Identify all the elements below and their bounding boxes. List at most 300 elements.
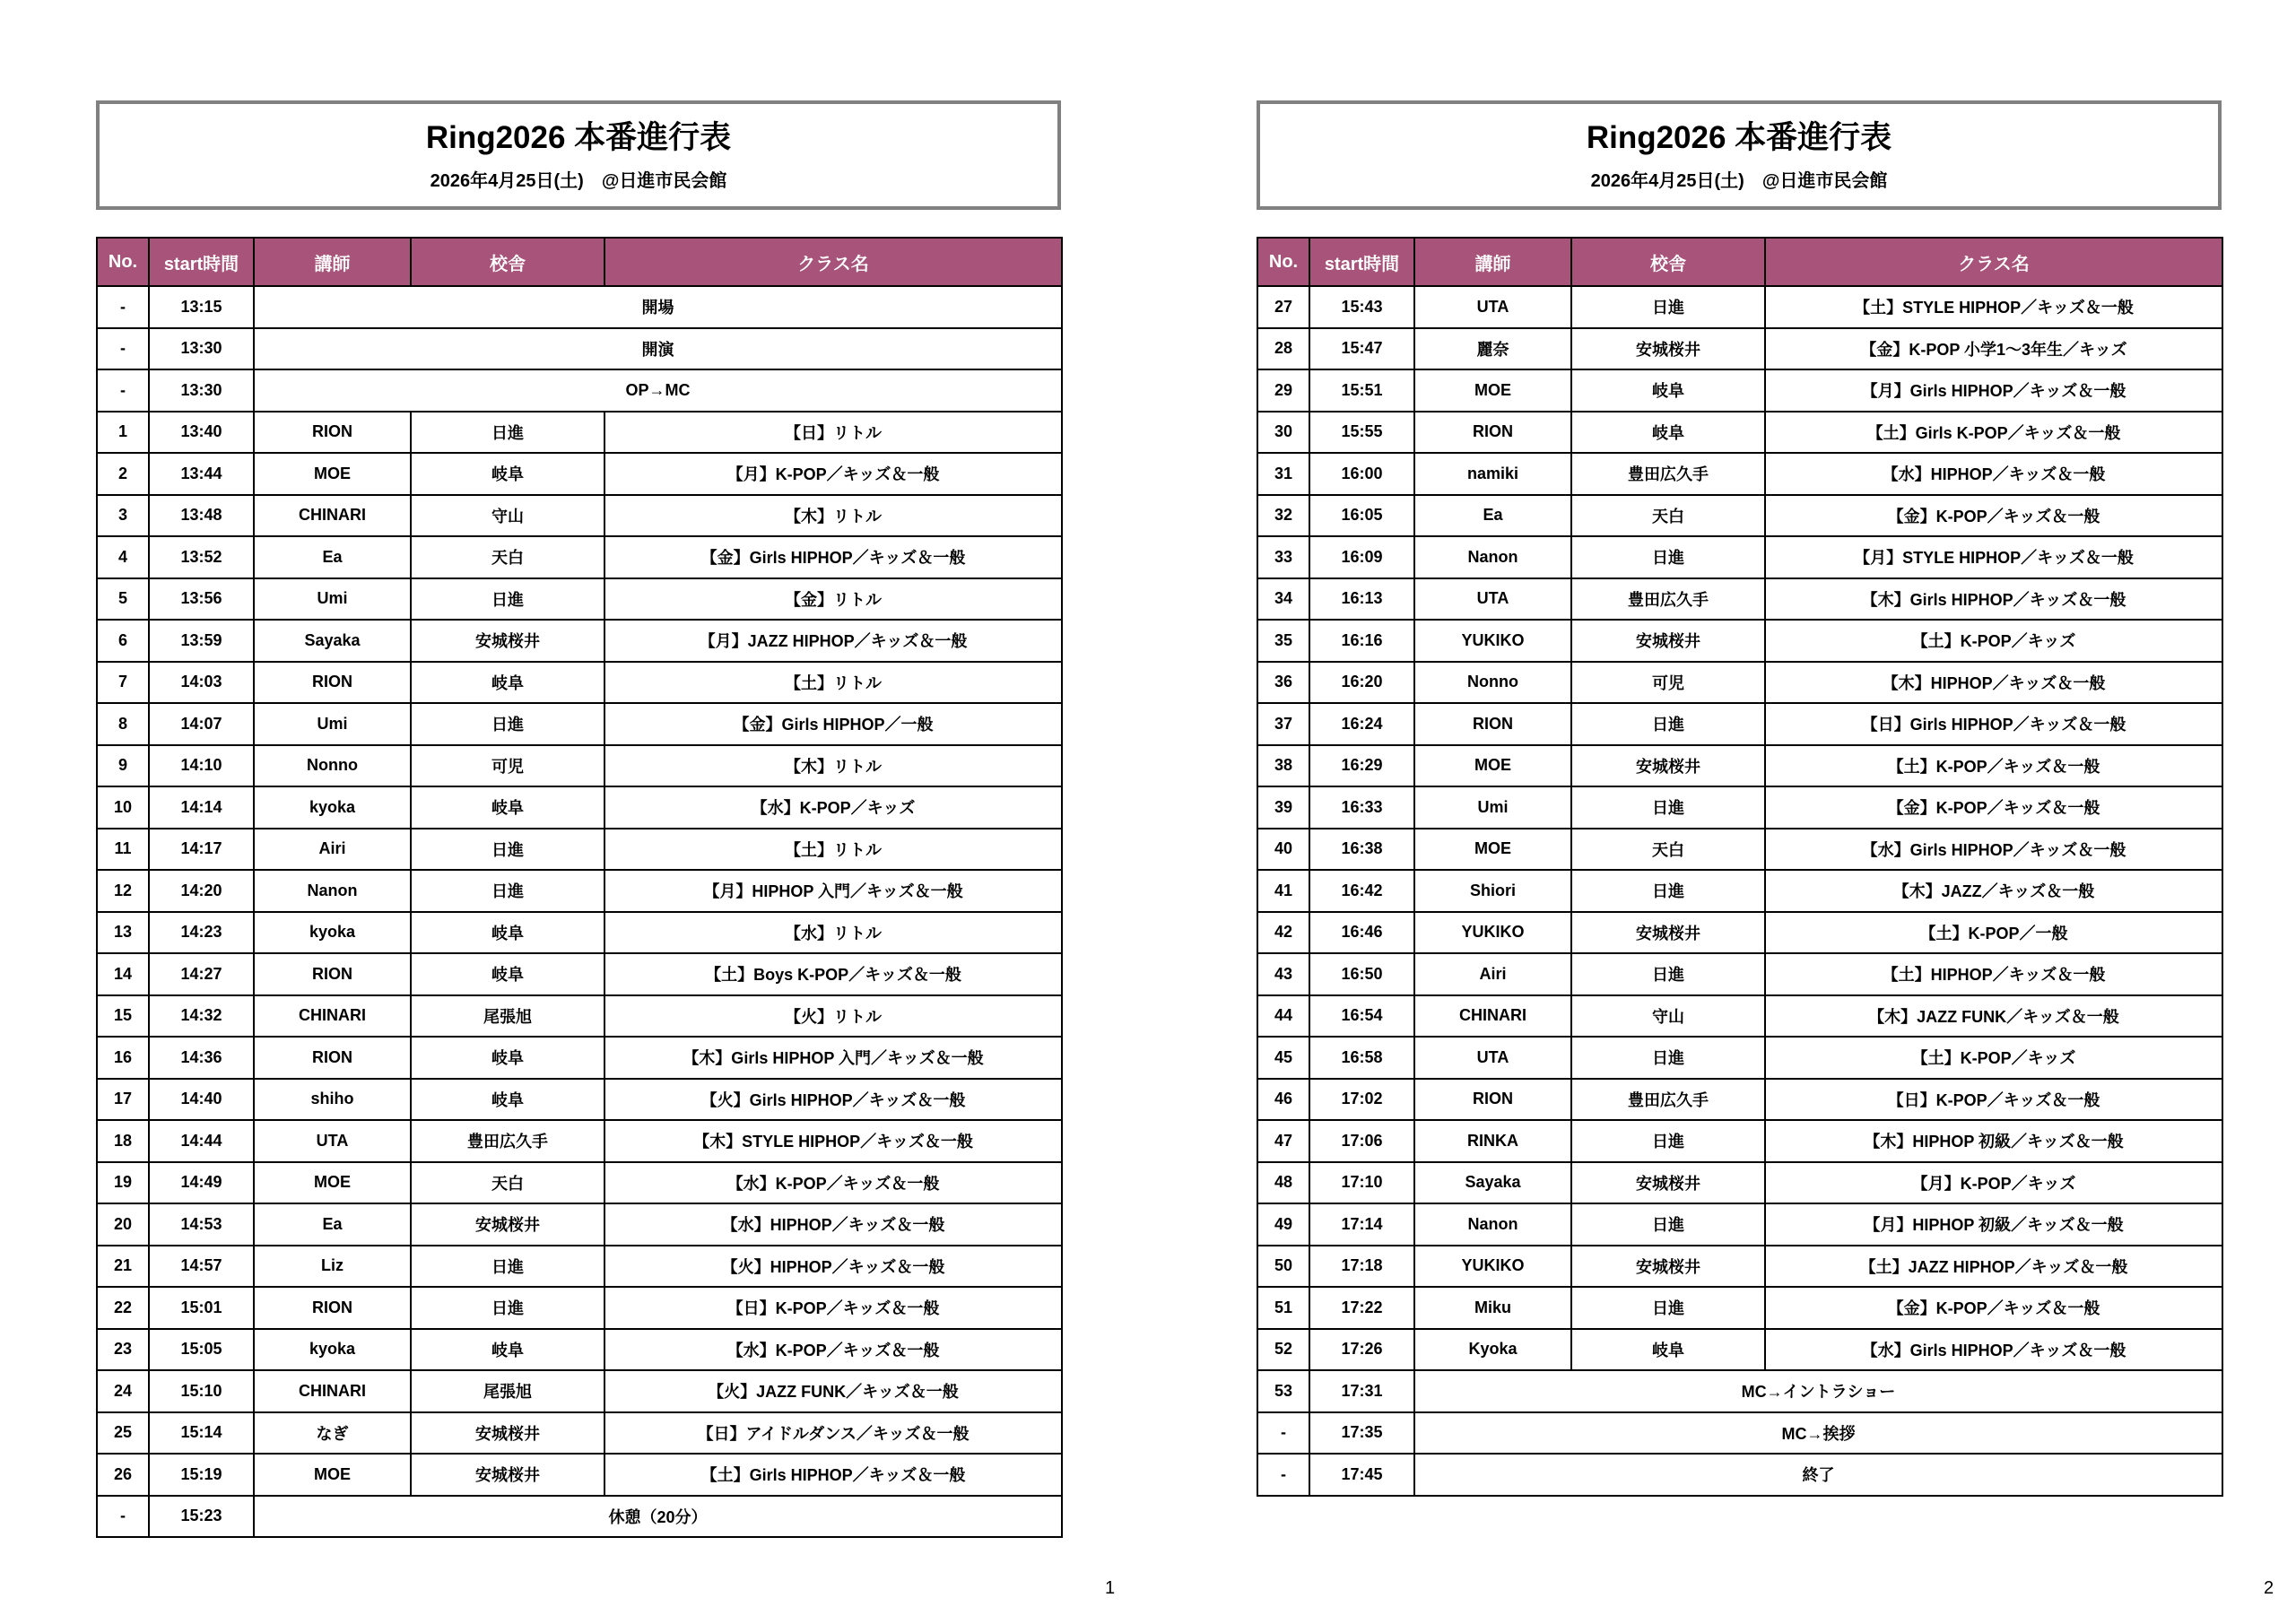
- cell-no: 13: [97, 912, 149, 954]
- schedule-table: [96, 237, 1063, 1538]
- table-row: [97, 1246, 1062, 1288]
- cell-no: 27: [1257, 286, 1309, 328]
- cell-instructor: RION: [1414, 1079, 1571, 1121]
- cell-event-note: 休憩（20分）: [254, 1496, 1062, 1538]
- cell-campus: 安城桜井: [411, 1454, 604, 1496]
- cell-start-time: 15:43: [1309, 286, 1414, 328]
- cell-no: -: [97, 369, 149, 412]
- cell-campus: 日進: [1571, 1287, 1765, 1329]
- table-row: [97, 286, 1062, 328]
- cell-start-time: 14:17: [149, 829, 254, 871]
- cell-campus: 岐阜: [411, 786, 604, 829]
- cell-class-name: 【土】STYLE HIPHOP／キッズ＆一般: [1765, 286, 2222, 328]
- header-class-name: クラス名: [604, 238, 1062, 286]
- header-campus: 校舎: [1571, 238, 1765, 286]
- cell-class-name: 【月】HIPHOP 初級／キッズ＆一般: [1765, 1203, 2222, 1246]
- cell-no: 15: [97, 995, 149, 1038]
- cell-class-name: 【水】Girls HIPHOP／キッズ＆一般: [1765, 829, 2222, 871]
- cell-campus: 岐阜: [411, 953, 604, 995]
- cell-class-name: 【土】Boys K-POP／キッズ＆一般: [604, 953, 1062, 995]
- title-box: [96, 100, 1061, 210]
- cell-instructor: shiho: [254, 1079, 411, 1121]
- cell-class-name: 【月】K-POP／キッズ: [1765, 1162, 2222, 1204]
- cell-class-name: 【月】Girls HIPHOP／キッズ＆一般: [1765, 369, 2222, 412]
- cell-campus: 岐阜: [411, 912, 604, 954]
- cell-start-time: 15:14: [149, 1412, 254, 1455]
- cell-class-name: 【金】K-POP／キッズ＆一般: [1765, 1287, 2222, 1329]
- cell-instructor: Nanon: [254, 870, 411, 912]
- table-row: [1257, 1412, 2222, 1455]
- cell-instructor: YUKIKO: [1414, 1246, 1571, 1288]
- table-row: [1257, 1037, 2222, 1079]
- cell-event-note: 終了: [1414, 1454, 2222, 1496]
- cell-start-time: 16:54: [1309, 995, 1414, 1038]
- cell-campus: 日進: [1571, 1037, 1765, 1079]
- cell-campus: 豊田広久手: [1571, 453, 1765, 495]
- cell-start-time: 16:09: [1309, 536, 1414, 578]
- cell-no: 17: [97, 1079, 149, 1121]
- cell-start-time: 16:50: [1309, 953, 1414, 995]
- cell-class-name: 【火】リトル: [604, 995, 1062, 1038]
- cell-campus: 日進: [1571, 1120, 1765, 1162]
- cell-class-name: 【木】リトル: [604, 745, 1062, 787]
- table-row: [1257, 453, 2222, 495]
- cell-instructor: CHINARI: [1414, 995, 1571, 1038]
- cell-no: 11: [97, 829, 149, 871]
- cell-start-time: 15:01: [149, 1287, 254, 1329]
- cell-class-name: 【火】JAZZ FUNK／キッズ＆一般: [604, 1370, 1062, 1412]
- table-row: [97, 1079, 1062, 1121]
- cell-campus: 岐阜: [1571, 412, 1765, 454]
- cell-campus: 安城桜井: [1571, 328, 1765, 370]
- cell-start-time: 14:32: [149, 995, 254, 1038]
- cell-instructor: MOE: [254, 1162, 411, 1204]
- cell-instructor: namiki: [1414, 453, 1571, 495]
- cell-campus: 安城桜井: [411, 620, 604, 662]
- table-row: [97, 662, 1062, 704]
- cell-no: 31: [1257, 453, 1309, 495]
- cell-no: 7: [97, 662, 149, 704]
- table-row: [1257, 1079, 2222, 1121]
- cell-start-time: 17:35: [1309, 1412, 1414, 1455]
- cell-start-time: 13:30: [149, 328, 254, 370]
- cell-class-name: 【土】K-POP／キッズ: [1765, 620, 2222, 662]
- cell-class-name: 【土】JAZZ HIPHOP／キッズ＆一般: [1765, 1246, 2222, 1288]
- cell-campus: 天白: [1571, 829, 1765, 871]
- cell-instructor: Nanon: [1414, 536, 1571, 578]
- cell-instructor: YUKIKO: [1414, 912, 1571, 954]
- cell-start-time: 16:42: [1309, 870, 1414, 912]
- table-row: [1257, 536, 2222, 578]
- table-row: [97, 328, 1062, 370]
- cell-instructor: Ea: [254, 1203, 411, 1246]
- cell-campus: 日進: [1571, 953, 1765, 995]
- cell-campus: 天白: [411, 1162, 604, 1204]
- schedule-table: [1257, 237, 2223, 1497]
- table-row: [97, 745, 1062, 787]
- cell-instructor: CHINARI: [254, 495, 411, 537]
- page-title: Ring2026 本番進行表: [425, 120, 732, 155]
- cell-start-time: 14:49: [149, 1162, 254, 1204]
- cell-no: 23: [97, 1329, 149, 1371]
- cell-start-time: 14:57: [149, 1246, 254, 1288]
- cell-campus: 安城桜井: [411, 1203, 604, 1246]
- cell-campus: 日進: [1571, 786, 1765, 829]
- table-row: [97, 620, 1062, 662]
- table-row: [1257, 786, 2222, 829]
- cell-no: 28: [1257, 328, 1309, 370]
- table-row: [97, 495, 1062, 537]
- table-row: [1257, 1287, 2222, 1329]
- cell-class-name: 【日】アイドルダンス／キッズ＆一般: [604, 1412, 1062, 1455]
- cell-start-time: 17:10: [1309, 1162, 1414, 1204]
- cell-class-name: 【木】HIPHOP 初級／キッズ＆一般: [1765, 1120, 2222, 1162]
- cell-instructor: MOE: [254, 1454, 411, 1496]
- cell-campus: 尾張旭: [411, 1370, 604, 1412]
- cell-no: 39: [1257, 786, 1309, 829]
- cell-campus: 日進: [1571, 536, 1765, 578]
- cell-class-name: 【水】Girls HIPHOP／キッズ＆一般: [1765, 1329, 2222, 1371]
- cell-start-time: 17:18: [1309, 1246, 1414, 1288]
- cell-class-name: 【金】K-POP 小学1〜3年生／キッズ: [1765, 328, 2222, 370]
- cell-instructor: kyoka: [254, 1329, 411, 1371]
- cell-campus: 日進: [411, 578, 604, 621]
- cell-class-name: 【月】JAZZ HIPHOP／キッズ＆一般: [604, 620, 1062, 662]
- cell-no: 9: [97, 745, 149, 787]
- cell-instructor: Sayaka: [1414, 1162, 1571, 1204]
- cell-start-time: 13:56: [149, 578, 254, 621]
- cell-campus: 岐阜: [411, 1037, 604, 1079]
- cell-start-time: 14:20: [149, 870, 254, 912]
- cell-class-name: 【日】K-POP／キッズ＆一般: [1765, 1079, 2222, 1121]
- table-row: [1257, 703, 2222, 745]
- cell-class-name: 【月】STYLE HIPHOP／キッズ＆一般: [1765, 536, 2222, 578]
- cell-class-name: 【水】K-POP／キッズ＆一般: [604, 1162, 1062, 1204]
- cell-instructor: CHINARI: [254, 995, 411, 1038]
- cell-class-name: 【月】HIPHOP 入門／キッズ＆一般: [604, 870, 1062, 912]
- cell-no: -: [97, 328, 149, 370]
- cell-class-name: 【金】Girls HIPHOP／一般: [604, 703, 1062, 745]
- table-row: [1257, 745, 2222, 787]
- table-row: [1257, 1203, 2222, 1246]
- cell-class-name: 【土】リトル: [604, 829, 1062, 871]
- cell-instructor: Airi: [254, 829, 411, 871]
- cell-instructor: MOE: [1414, 829, 1571, 871]
- cell-no: 33: [1257, 536, 1309, 578]
- table-row: [97, 953, 1062, 995]
- table-row: [97, 453, 1062, 495]
- cell-class-name: 【火】Girls HIPHOP／キッズ＆一般: [604, 1079, 1062, 1121]
- cell-campus: 守山: [1571, 995, 1765, 1038]
- cell-no: 29: [1257, 369, 1309, 412]
- header-no: No.: [97, 238, 149, 286]
- table-row: [1257, 1162, 2222, 1204]
- cell-class-name: 【木】JAZZ FUNK／キッズ＆一般: [1765, 995, 2222, 1038]
- table-row: [97, 1412, 1062, 1455]
- cell-class-name: 【水】K-POP／キッズ: [604, 786, 1062, 829]
- cell-instructor: UTA: [1414, 286, 1571, 328]
- cell-campus: 豊田広久手: [411, 1120, 604, 1162]
- cell-instructor: Shiori: [1414, 870, 1571, 912]
- cell-instructor: 麗奈: [1414, 328, 1571, 370]
- cell-start-time: 17:26: [1309, 1329, 1414, 1371]
- header-row: [97, 238, 1062, 286]
- table-row: [1257, 286, 2222, 328]
- cell-no: 21: [97, 1246, 149, 1288]
- cell-campus: 日進: [411, 703, 604, 745]
- cell-start-time: 15:05: [149, 1329, 254, 1371]
- cell-no: 3: [97, 495, 149, 537]
- cell-campus: 日進: [411, 1246, 604, 1288]
- cell-instructor: Airi: [1414, 953, 1571, 995]
- cell-campus: 安城桜井: [1571, 745, 1765, 787]
- cell-no: 26: [97, 1454, 149, 1496]
- cell-no: 43: [1257, 953, 1309, 995]
- cell-campus: 日進: [411, 1287, 604, 1329]
- table-row: [97, 995, 1062, 1038]
- table-row: [97, 703, 1062, 745]
- title-box: [1257, 100, 2222, 210]
- cell-no: 18: [97, 1120, 149, 1162]
- header-instructor: 講師: [1414, 238, 1571, 286]
- cell-no: 48: [1257, 1162, 1309, 1204]
- cell-start-time: 13:59: [149, 620, 254, 662]
- cell-instructor: CHINARI: [254, 1370, 411, 1412]
- cell-class-name: 【木】JAZZ／キッズ＆一般: [1765, 870, 2222, 912]
- cell-instructor: Nonno: [254, 745, 411, 787]
- table-row: [97, 1162, 1062, 1204]
- cell-instructor: なぎ: [254, 1412, 411, 1455]
- schedule-body: [1257, 286, 2222, 1496]
- page-title: Ring2026 本番進行表: [1586, 120, 1892, 155]
- cell-start-time: 16:58: [1309, 1037, 1414, 1079]
- cell-instructor: Nonno: [1414, 662, 1571, 704]
- cell-instructor: Nanon: [1414, 1203, 1571, 1246]
- cell-no: 10: [97, 786, 149, 829]
- cell-class-name: 【金】K-POP／キッズ＆一般: [1765, 495, 2222, 537]
- cell-start-time: 17:31: [1309, 1370, 1414, 1412]
- cell-start-time: 13:15: [149, 286, 254, 328]
- cell-campus: 安城桜井: [1571, 912, 1765, 954]
- table-row: [97, 1496, 1062, 1538]
- cell-start-time: 15:10: [149, 1370, 254, 1412]
- cell-no: 35: [1257, 620, 1309, 662]
- cell-no: 24: [97, 1370, 149, 1412]
- cell-class-name: 【土】K-POP／一般: [1765, 912, 2222, 954]
- cell-start-time: 14:53: [149, 1203, 254, 1246]
- cell-event-note: OP→MC: [254, 369, 1062, 412]
- schedule-page-2: [1257, 100, 2222, 1497]
- cell-class-name: 【土】リトル: [604, 662, 1062, 704]
- table-row: [97, 412, 1062, 454]
- cell-start-time: 15:47: [1309, 328, 1414, 370]
- cell-class-name: 【水】リトル: [604, 912, 1062, 954]
- cell-class-name: 【土】K-POP／キッズ: [1765, 1037, 2222, 1079]
- header-row: [1257, 238, 2222, 286]
- cell-instructor: RION: [1414, 703, 1571, 745]
- cell-class-name: 【日】K-POP／キッズ＆一般: [604, 1287, 1062, 1329]
- cell-instructor: RION: [254, 1037, 411, 1079]
- cell-class-name: 【木】Girls HIPHOP／キッズ＆一般: [1765, 578, 2222, 621]
- cell-start-time: 15:55: [1309, 412, 1414, 454]
- cell-no: 5: [97, 578, 149, 621]
- cell-event-note: MC→イントラショー: [1414, 1370, 2222, 1412]
- table-row: [1257, 995, 2222, 1038]
- cell-class-name: 【日】リトル: [604, 412, 1062, 454]
- cell-no: 51: [1257, 1287, 1309, 1329]
- table-row: [1257, 1120, 2222, 1162]
- cell-no: 14: [97, 953, 149, 995]
- cell-start-time: 16:16: [1309, 620, 1414, 662]
- header-class-name: クラス名: [1765, 238, 2222, 286]
- cell-class-name: 【土】K-POP／キッズ＆一般: [1765, 745, 2222, 787]
- cell-campus: 可児: [1571, 662, 1765, 704]
- cell-campus: 天白: [1571, 495, 1765, 537]
- cell-event-note: 開演: [254, 328, 1062, 370]
- cell-class-name: 【金】Girls HIPHOP／キッズ＆一般: [604, 536, 1062, 578]
- cell-no: 36: [1257, 662, 1309, 704]
- cell-class-name: 【木】HIPHOP／キッズ＆一般: [1765, 662, 2222, 704]
- table-row: [97, 870, 1062, 912]
- cell-instructor: RION: [1414, 412, 1571, 454]
- cell-start-time: 14:36: [149, 1037, 254, 1079]
- page-subtitle: 2026年4月25日(土) @日進市民会館: [1590, 171, 1888, 191]
- table-row: [1257, 328, 2222, 370]
- cell-no: 46: [1257, 1079, 1309, 1121]
- cell-event-note: MC→挨拶: [1414, 1412, 2222, 1455]
- cell-class-name: 【土】Girls K-POP／キッズ＆一般: [1765, 412, 2222, 454]
- cell-class-name: 【金】リトル: [604, 578, 1062, 621]
- cell-start-time: 14:03: [149, 662, 254, 704]
- cell-instructor: Miku: [1414, 1287, 1571, 1329]
- table-row: [97, 829, 1062, 871]
- cell-no: -: [1257, 1454, 1309, 1496]
- cell-campus: 安城桜井: [1571, 1162, 1765, 1204]
- cell-instructor: RION: [254, 662, 411, 704]
- cell-start-time: 16:20: [1309, 662, 1414, 704]
- table-row: [1257, 1454, 2222, 1496]
- cell-campus: 豊田広久手: [1571, 578, 1765, 621]
- table-row: [1257, 953, 2222, 995]
- cell-start-time: 14:14: [149, 786, 254, 829]
- table-row: [1257, 912, 2222, 954]
- cell-start-time: 16:00: [1309, 453, 1414, 495]
- cell-start-time: 17:22: [1309, 1287, 1414, 1329]
- cell-no: 20: [97, 1203, 149, 1246]
- cell-no: 22: [97, 1287, 149, 1329]
- header-no: No.: [1257, 238, 1309, 286]
- cell-instructor: Kyoka: [1414, 1329, 1571, 1371]
- cell-class-name: 【木】STYLE HIPHOP／キッズ＆一般: [604, 1120, 1062, 1162]
- cell-start-time: 13:30: [149, 369, 254, 412]
- cell-campus: 尾張旭: [411, 995, 604, 1038]
- table-row: [1257, 870, 2222, 912]
- cell-no: 34: [1257, 578, 1309, 621]
- cell-no: 52: [1257, 1329, 1309, 1371]
- cell-class-name: 【水】HIPHOP／キッズ＆一般: [604, 1203, 1062, 1246]
- cell-start-time: 17:45: [1309, 1454, 1414, 1496]
- cell-class-name: 【木】リトル: [604, 495, 1062, 537]
- cell-instructor: Umi: [254, 703, 411, 745]
- cell-campus: 岐阜: [411, 453, 604, 495]
- cell-no: 37: [1257, 703, 1309, 745]
- cell-no: 30: [1257, 412, 1309, 454]
- cell-start-time: 17:02: [1309, 1079, 1414, 1121]
- cell-campus: 日進: [1571, 1203, 1765, 1246]
- cell-campus: 安城桜井: [1571, 1246, 1765, 1288]
- cell-campus: 可児: [411, 745, 604, 787]
- table-row: [1257, 495, 2222, 537]
- cell-campus: 日進: [1571, 703, 1765, 745]
- table-row: [97, 578, 1062, 621]
- cell-start-time: 15:23: [149, 1496, 254, 1538]
- cell-no: 32: [1257, 495, 1309, 537]
- cell-no: 25: [97, 1412, 149, 1455]
- table-row: [1257, 620, 2222, 662]
- cell-start-time: 13:44: [149, 453, 254, 495]
- cell-class-name: 【土】HIPHOP／キッズ＆一般: [1765, 953, 2222, 995]
- cell-class-name: 【火】HIPHOP／キッズ＆一般: [604, 1246, 1062, 1288]
- table-row: [1257, 578, 2222, 621]
- cell-campus: 岐阜: [411, 1079, 604, 1121]
- cell-start-time: 14:07: [149, 703, 254, 745]
- cell-campus: 岐阜: [411, 662, 604, 704]
- table-row: [97, 536, 1062, 578]
- cell-start-time: 13:40: [149, 412, 254, 454]
- cell-instructor: UTA: [254, 1120, 411, 1162]
- cell-instructor: Ea: [1414, 495, 1571, 537]
- cell-no: 16: [97, 1037, 149, 1079]
- cell-instructor: YUKIKO: [1414, 620, 1571, 662]
- cell-start-time: 16:38: [1309, 829, 1414, 871]
- cell-start-time: 17:06: [1309, 1120, 1414, 1162]
- cell-no: 1: [97, 412, 149, 454]
- table-row: [1257, 369, 2222, 412]
- table-row: [97, 1454, 1062, 1496]
- table-row: [97, 1120, 1062, 1162]
- table-row: [97, 912, 1062, 954]
- cell-start-time: 14:27: [149, 953, 254, 995]
- cell-no: 53: [1257, 1370, 1309, 1412]
- cell-campus: 豊田広久手: [1571, 1079, 1765, 1121]
- cell-instructor: RINKA: [1414, 1120, 1571, 1162]
- header-campus: 校舎: [411, 238, 604, 286]
- cell-campus: 日進: [411, 870, 604, 912]
- schedule-body: [97, 286, 1062, 1537]
- cell-no: 44: [1257, 995, 1309, 1038]
- cell-class-name: 【水】K-POP／キッズ＆一般: [604, 1329, 1062, 1371]
- table-row: [97, 1287, 1062, 1329]
- table-row: [97, 1203, 1062, 1246]
- cell-start-time: 14:40: [149, 1079, 254, 1121]
- cell-campus: 天白: [411, 536, 604, 578]
- cell-campus: 岐阜: [1571, 1329, 1765, 1371]
- cell-instructor: kyoka: [254, 912, 411, 954]
- cell-start-time: 14:10: [149, 745, 254, 787]
- table-row: [97, 1037, 1062, 1079]
- header-instructor: 講師: [254, 238, 411, 286]
- cell-event-note: 開場: [254, 286, 1062, 328]
- cell-instructor: UTA: [1414, 578, 1571, 621]
- page-number: 1: [1105, 1578, 1116, 1598]
- cell-no: 49: [1257, 1203, 1309, 1246]
- cell-start-time: 16:13: [1309, 578, 1414, 621]
- cell-no: 19: [97, 1162, 149, 1204]
- cell-no: 45: [1257, 1037, 1309, 1079]
- cell-no: -: [97, 1496, 149, 1538]
- cell-campus: 日進: [1571, 286, 1765, 328]
- cell-no: 42: [1257, 912, 1309, 954]
